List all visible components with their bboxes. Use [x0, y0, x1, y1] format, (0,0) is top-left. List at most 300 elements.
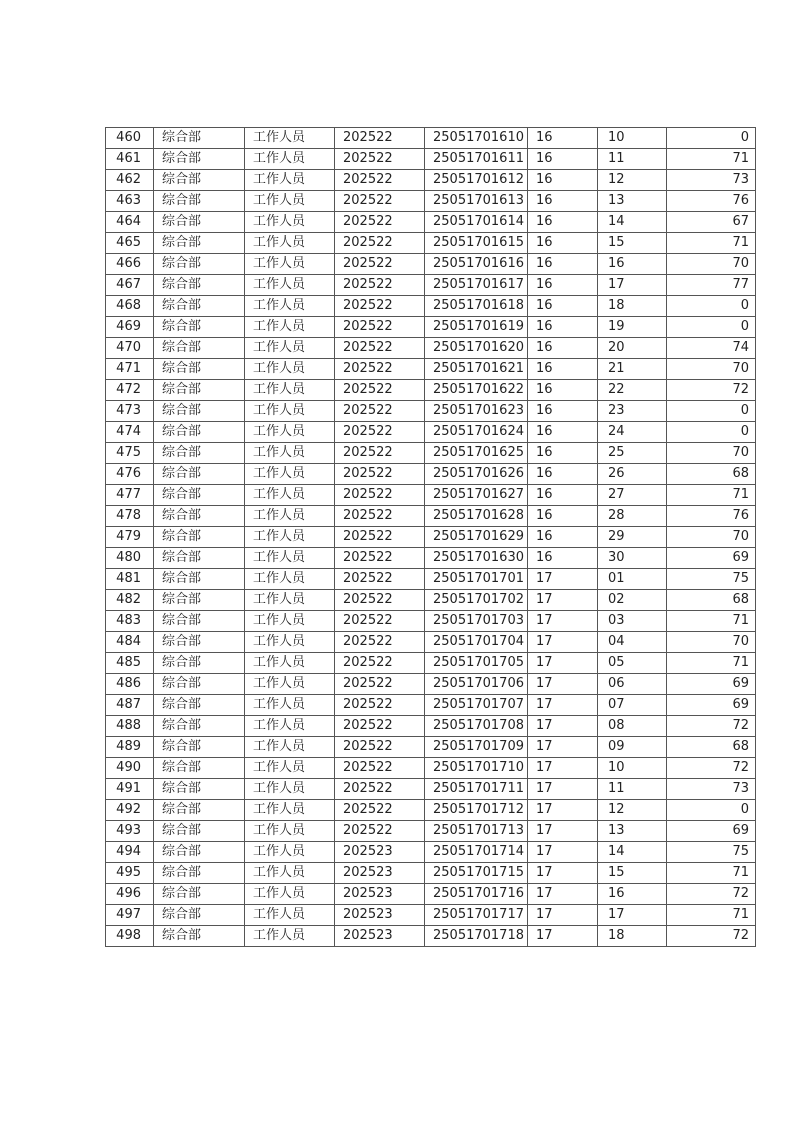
- score-cell: 77: [667, 275, 756, 296]
- seat-number-cell: 03: [598, 611, 667, 632]
- table-row: [106, 317, 756, 338]
- score-cell: 67: [667, 212, 756, 233]
- position-cell: 工作人员: [245, 212, 335, 233]
- position-code-cell: 202522: [335, 170, 425, 191]
- position-cell: 工作人员: [245, 716, 335, 737]
- department-cell: 综合部: [154, 128, 245, 149]
- seat-number-cell: 23: [598, 401, 667, 422]
- position-code-cell: 202522: [335, 443, 425, 464]
- exam-room-cell: 16: [528, 149, 598, 170]
- seq-cell: 487: [106, 695, 154, 716]
- seat-number-cell: 24: [598, 422, 667, 443]
- seq-cell: 478: [106, 506, 154, 527]
- seat-number-cell: 09: [598, 737, 667, 758]
- position-code-cell: 202522: [335, 653, 425, 674]
- exam-room-cell: 16: [528, 359, 598, 380]
- ticket-number-cell: 25051701703: [425, 611, 528, 632]
- department-cell: 综合部: [154, 443, 245, 464]
- ticket-number-cell: 25051701618: [425, 296, 528, 317]
- seat-number-cell: 14: [598, 842, 667, 863]
- table-row: [106, 464, 756, 485]
- department-cell: 综合部: [154, 884, 245, 905]
- seat-number-cell: 01: [598, 569, 667, 590]
- seq-cell: 465: [106, 233, 154, 254]
- table-row: [106, 191, 756, 212]
- position-code-cell: 202522: [335, 380, 425, 401]
- seq-cell: 492: [106, 800, 154, 821]
- seat-number-cell: 13: [598, 191, 667, 212]
- department-cell: 综合部: [154, 359, 245, 380]
- department-cell: 综合部: [154, 926, 245, 947]
- position-cell: 工作人员: [245, 758, 335, 779]
- ticket-number-cell: 25051701622: [425, 380, 528, 401]
- table-row: [106, 779, 756, 800]
- exam-room-cell: 17: [528, 674, 598, 695]
- position-cell: 工作人员: [245, 401, 335, 422]
- position-code-cell: 202522: [335, 212, 425, 233]
- seq-cell: 479: [106, 527, 154, 548]
- table-row: [106, 254, 756, 275]
- position-code-cell: 202522: [335, 695, 425, 716]
- seq-cell: 464: [106, 212, 154, 233]
- exam-room-cell: 17: [528, 653, 598, 674]
- position-cell: 工作人员: [245, 674, 335, 695]
- exam-room-cell: 17: [528, 842, 598, 863]
- seat-number-cell: 16: [598, 254, 667, 275]
- department-cell: 综合部: [154, 212, 245, 233]
- score-cell: 75: [667, 569, 756, 590]
- position-code-cell: 202522: [335, 275, 425, 296]
- exam-room-cell: 16: [528, 338, 598, 359]
- seq-cell: 488: [106, 716, 154, 737]
- score-cell: 71: [667, 233, 756, 254]
- score-cell: 70: [667, 359, 756, 380]
- department-cell: 综合部: [154, 317, 245, 338]
- seat-number-cell: 27: [598, 485, 667, 506]
- department-cell: 综合部: [154, 338, 245, 359]
- seat-number-cell: 05: [598, 653, 667, 674]
- ticket-number-cell: 25051701628: [425, 506, 528, 527]
- position-cell: 工作人员: [245, 170, 335, 191]
- exam-room-cell: 16: [528, 506, 598, 527]
- position-code-cell: 202522: [335, 128, 425, 149]
- department-cell: 综合部: [154, 170, 245, 191]
- position-cell: 工作人员: [245, 296, 335, 317]
- table-row: [106, 401, 756, 422]
- seat-number-cell: 11: [598, 149, 667, 170]
- position-cell: 工作人员: [245, 128, 335, 149]
- exam-room-cell: 17: [528, 926, 598, 947]
- exam-room-cell: 16: [528, 527, 598, 548]
- position-cell: 工作人员: [245, 695, 335, 716]
- seat-number-cell: 12: [598, 800, 667, 821]
- position-cell: 工作人员: [245, 779, 335, 800]
- score-cell: 71: [667, 149, 756, 170]
- score-cell: 68: [667, 737, 756, 758]
- department-cell: 综合部: [154, 485, 245, 506]
- position-cell: 工作人员: [245, 149, 335, 170]
- seat-number-cell: 08: [598, 716, 667, 737]
- score-table: [105, 127, 756, 947]
- score-cell: 70: [667, 254, 756, 275]
- position-code-cell: 202522: [335, 485, 425, 506]
- table-row: [106, 527, 756, 548]
- exam-room-cell: 17: [528, 905, 598, 926]
- table-row: [106, 338, 756, 359]
- position-code-cell: 202522: [335, 464, 425, 485]
- position-code-cell: 202522: [335, 317, 425, 338]
- seat-number-cell: 21: [598, 359, 667, 380]
- seat-number-cell: 04: [598, 632, 667, 653]
- department-cell: 综合部: [154, 653, 245, 674]
- exam-room-cell: 17: [528, 695, 598, 716]
- position-cell: 工作人员: [245, 800, 335, 821]
- ticket-number-cell: 25051701718: [425, 926, 528, 947]
- exam-room-cell: 16: [528, 275, 598, 296]
- exam-room-cell: 17: [528, 632, 598, 653]
- position-cell: 工作人员: [245, 737, 335, 758]
- exam-room-cell: 16: [528, 296, 598, 317]
- department-cell: 综合部: [154, 401, 245, 422]
- position-cell: 工作人员: [245, 317, 335, 338]
- position-cell: 工作人员: [245, 527, 335, 548]
- score-cell: 71: [667, 863, 756, 884]
- table-row: [106, 653, 756, 674]
- ticket-number-cell: 25051701715: [425, 863, 528, 884]
- seq-cell: 462: [106, 170, 154, 191]
- seq-cell: 463: [106, 191, 154, 212]
- table-row: [106, 359, 756, 380]
- ticket-number-cell: 25051701704: [425, 632, 528, 653]
- seat-number-cell: 20: [598, 338, 667, 359]
- seq-cell: 497: [106, 905, 154, 926]
- seat-number-cell: 10: [598, 758, 667, 779]
- position-code-cell: 202522: [335, 716, 425, 737]
- position-code-cell: 202522: [335, 254, 425, 275]
- ticket-number-cell: 25051701630: [425, 548, 528, 569]
- exam-room-cell: 17: [528, 821, 598, 842]
- position-code-cell: 202523: [335, 926, 425, 947]
- position-code-cell: 202522: [335, 527, 425, 548]
- exam-room-cell: 16: [528, 443, 598, 464]
- score-cell: 73: [667, 170, 756, 191]
- table-row: [106, 275, 756, 296]
- seat-number-cell: 30: [598, 548, 667, 569]
- table-row: [106, 506, 756, 527]
- position-code-cell: 202523: [335, 842, 425, 863]
- ticket-number-cell: 25051701615: [425, 233, 528, 254]
- position-code-cell: 202522: [335, 737, 425, 758]
- department-cell: 综合部: [154, 632, 245, 653]
- exam-room-cell: 17: [528, 737, 598, 758]
- seq-cell: 469: [106, 317, 154, 338]
- seq-cell: 468: [106, 296, 154, 317]
- position-code-cell: 202523: [335, 884, 425, 905]
- ticket-number-cell: 25051701709: [425, 737, 528, 758]
- department-cell: 综合部: [154, 842, 245, 863]
- seq-cell: 494: [106, 842, 154, 863]
- table-row: [106, 170, 756, 191]
- position-cell: 工作人员: [245, 653, 335, 674]
- position-cell: 工作人员: [245, 485, 335, 506]
- position-code-cell: 202522: [335, 569, 425, 590]
- ticket-number-cell: 25051701707: [425, 695, 528, 716]
- seat-number-cell: 15: [598, 233, 667, 254]
- department-cell: 综合部: [154, 548, 245, 569]
- seat-number-cell: 12: [598, 170, 667, 191]
- table-row: [106, 233, 756, 254]
- position-code-cell: 202522: [335, 632, 425, 653]
- score-cell: 72: [667, 884, 756, 905]
- ticket-number-cell: 25051701619: [425, 317, 528, 338]
- score-cell: 72: [667, 758, 756, 779]
- position-code-cell: 202522: [335, 191, 425, 212]
- seat-number-cell: 17: [598, 905, 667, 926]
- seq-cell: 466: [106, 254, 154, 275]
- ticket-number-cell: 25051701613: [425, 191, 528, 212]
- ticket-number-cell: 25051701611: [425, 149, 528, 170]
- score-cell: 74: [667, 338, 756, 359]
- seq-cell: 495: [106, 863, 154, 884]
- exam-room-cell: 17: [528, 569, 598, 590]
- ticket-number-cell: 25051701711: [425, 779, 528, 800]
- table-row: [106, 884, 756, 905]
- position-cell: 工作人员: [245, 569, 335, 590]
- department-cell: 综合部: [154, 254, 245, 275]
- exam-room-cell: 16: [528, 254, 598, 275]
- position-cell: 工作人员: [245, 464, 335, 485]
- score-cell: 71: [667, 905, 756, 926]
- exam-room-cell: 17: [528, 590, 598, 611]
- seat-number-cell: 15: [598, 863, 667, 884]
- seat-number-cell: 13: [598, 821, 667, 842]
- score-cell: 69: [667, 674, 756, 695]
- table-row: [106, 590, 756, 611]
- seat-number-cell: 17: [598, 275, 667, 296]
- score-cell: 69: [667, 548, 756, 569]
- position-code-cell: 202522: [335, 296, 425, 317]
- seq-cell: 490: [106, 758, 154, 779]
- department-cell: 综合部: [154, 611, 245, 632]
- table-row: [106, 212, 756, 233]
- table-row: [106, 485, 756, 506]
- seat-number-cell: 19: [598, 317, 667, 338]
- exam-room-cell: 16: [528, 212, 598, 233]
- department-cell: 综合部: [154, 674, 245, 695]
- seq-cell: 460: [106, 128, 154, 149]
- table-row: [106, 548, 756, 569]
- seq-cell: 491: [106, 779, 154, 800]
- score-cell: 69: [667, 821, 756, 842]
- position-cell: 工作人员: [245, 926, 335, 947]
- exam-room-cell: 17: [528, 758, 598, 779]
- seq-cell: 470: [106, 338, 154, 359]
- ticket-number-cell: 25051701713: [425, 821, 528, 842]
- department-cell: 综合部: [154, 821, 245, 842]
- seat-number-cell: 02: [598, 590, 667, 611]
- score-cell: 70: [667, 527, 756, 548]
- table-row: [106, 695, 756, 716]
- table-row: [106, 800, 756, 821]
- ticket-number-cell: 25051701623: [425, 401, 528, 422]
- table-row: [106, 380, 756, 401]
- position-code-cell: 202522: [335, 548, 425, 569]
- department-cell: 综合部: [154, 380, 245, 401]
- exam-room-cell: 16: [528, 233, 598, 254]
- position-code-cell: 202522: [335, 338, 425, 359]
- table-row: [106, 611, 756, 632]
- seat-number-cell: 29: [598, 527, 667, 548]
- seq-cell: 489: [106, 737, 154, 758]
- exam-room-cell: 16: [528, 464, 598, 485]
- table-row: [106, 926, 756, 947]
- position-code-cell: 202523: [335, 863, 425, 884]
- seq-cell: 493: [106, 821, 154, 842]
- department-cell: 综合部: [154, 737, 245, 758]
- ticket-number-cell: 25051701624: [425, 422, 528, 443]
- ticket-number-cell: 25051701620: [425, 338, 528, 359]
- seat-number-cell: 10: [598, 128, 667, 149]
- score-cell: 0: [667, 401, 756, 422]
- department-cell: 综合部: [154, 800, 245, 821]
- exam-room-cell: 16: [528, 548, 598, 569]
- exam-room-cell: 17: [528, 779, 598, 800]
- department-cell: 综合部: [154, 716, 245, 737]
- department-cell: 综合部: [154, 527, 245, 548]
- department-cell: 综合部: [154, 695, 245, 716]
- position-cell: 工作人员: [245, 863, 335, 884]
- ticket-number-cell: 25051701610: [425, 128, 528, 149]
- ticket-number-cell: 25051701702: [425, 590, 528, 611]
- position-cell: 工作人员: [245, 443, 335, 464]
- seat-number-cell: 18: [598, 926, 667, 947]
- exam-room-cell: 16: [528, 401, 598, 422]
- seq-cell: 474: [106, 422, 154, 443]
- seq-cell: 472: [106, 380, 154, 401]
- seat-number-cell: 16: [598, 884, 667, 905]
- position-code-cell: 202522: [335, 233, 425, 254]
- department-cell: 综合部: [154, 233, 245, 254]
- ticket-number-cell: 25051701629: [425, 527, 528, 548]
- table-row: [106, 905, 756, 926]
- table-row: [106, 716, 756, 737]
- position-cell: 工作人员: [245, 191, 335, 212]
- seat-number-cell: 25: [598, 443, 667, 464]
- department-cell: 综合部: [154, 464, 245, 485]
- exam-room-cell: 16: [528, 170, 598, 191]
- ticket-number-cell: 25051701612: [425, 170, 528, 191]
- seat-number-cell: 22: [598, 380, 667, 401]
- position-code-cell: 202522: [335, 401, 425, 422]
- score-cell: 71: [667, 611, 756, 632]
- position-code-cell: 202522: [335, 359, 425, 380]
- position-cell: 工作人员: [245, 590, 335, 611]
- department-cell: 综合部: [154, 863, 245, 884]
- seq-cell: 477: [106, 485, 154, 506]
- score-cell: 72: [667, 716, 756, 737]
- ticket-number-cell: 25051701705: [425, 653, 528, 674]
- table-row: [106, 128, 756, 149]
- seq-cell: 498: [106, 926, 154, 947]
- score-cell: 75: [667, 842, 756, 863]
- table-row: [106, 821, 756, 842]
- score-cell: 76: [667, 506, 756, 527]
- position-code-cell: 202522: [335, 590, 425, 611]
- ticket-number-cell: 25051701708: [425, 716, 528, 737]
- exam-room-cell: 17: [528, 611, 598, 632]
- seq-cell: 482: [106, 590, 154, 611]
- score-table-body: [106, 128, 756, 947]
- position-code-cell: 202522: [335, 821, 425, 842]
- seat-number-cell: 06: [598, 674, 667, 695]
- ticket-number-cell: 25051701714: [425, 842, 528, 863]
- table-row: [106, 737, 756, 758]
- department-cell: 综合部: [154, 296, 245, 317]
- table-row: [106, 758, 756, 779]
- score-cell: 72: [667, 926, 756, 947]
- seat-number-cell: 11: [598, 779, 667, 800]
- position-code-cell: 202522: [335, 149, 425, 170]
- position-cell: 工作人员: [245, 611, 335, 632]
- department-cell: 综合部: [154, 275, 245, 296]
- seq-cell: 473: [106, 401, 154, 422]
- position-cell: 工作人员: [245, 380, 335, 401]
- department-cell: 综合部: [154, 758, 245, 779]
- exam-room-cell: 17: [528, 800, 598, 821]
- position-code-cell: 202522: [335, 779, 425, 800]
- position-code-cell: 202522: [335, 422, 425, 443]
- score-cell: 76: [667, 191, 756, 212]
- position-cell: 工作人员: [245, 842, 335, 863]
- position-cell: 工作人员: [245, 233, 335, 254]
- department-cell: 综合部: [154, 191, 245, 212]
- ticket-number-cell: 25051701701: [425, 569, 528, 590]
- score-cell: 71: [667, 653, 756, 674]
- table-row: [106, 863, 756, 884]
- seq-cell: 483: [106, 611, 154, 632]
- ticket-number-cell: 25051701706: [425, 674, 528, 695]
- department-cell: 综合部: [154, 905, 245, 926]
- position-cell: 工作人员: [245, 905, 335, 926]
- position-cell: 工作人员: [245, 632, 335, 653]
- position-cell: 工作人员: [245, 884, 335, 905]
- department-cell: 综合部: [154, 569, 245, 590]
- exam-room-cell: 16: [528, 380, 598, 401]
- seq-cell: 485: [106, 653, 154, 674]
- score-cell: 70: [667, 632, 756, 653]
- score-cell: 73: [667, 779, 756, 800]
- position-cell: 工作人员: [245, 338, 335, 359]
- position-cell: 工作人员: [245, 422, 335, 443]
- score-cell: 0: [667, 296, 756, 317]
- seat-number-cell: 28: [598, 506, 667, 527]
- seq-cell: 484: [106, 632, 154, 653]
- score-cell: 0: [667, 128, 756, 149]
- seq-cell: 496: [106, 884, 154, 905]
- score-cell: 0: [667, 422, 756, 443]
- position-cell: 工作人员: [245, 821, 335, 842]
- ticket-number-cell: 25051701614: [425, 212, 528, 233]
- table-row: [106, 842, 756, 863]
- position-code-cell: 202522: [335, 506, 425, 527]
- score-cell: 71: [667, 485, 756, 506]
- table-row: [106, 443, 756, 464]
- score-cell: 68: [667, 464, 756, 485]
- seq-cell: 461: [106, 149, 154, 170]
- score-cell: 68: [667, 590, 756, 611]
- seat-number-cell: 07: [598, 695, 667, 716]
- exam-room-cell: 16: [528, 128, 598, 149]
